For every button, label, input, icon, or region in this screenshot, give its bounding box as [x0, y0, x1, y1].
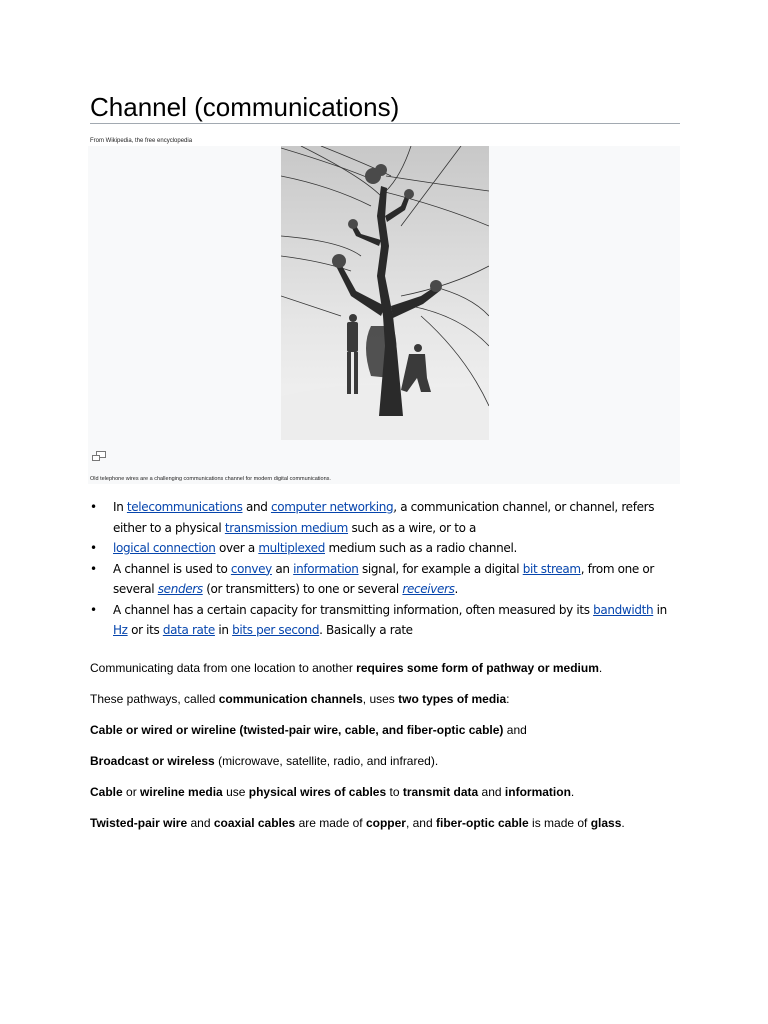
link-logical-connection[interactable]: logical connection: [113, 541, 216, 555]
link-senders[interactable]: senders: [157, 582, 203, 596]
link-data-rate[interactable]: data rate: [162, 623, 215, 637]
page-title: Channel (communications): [90, 92, 680, 124]
link-convey[interactable]: convey: [230, 561, 272, 576]
paragraph-wired-media: Cable or wired or wireline (twisted-pair wire, cable, and fiber-optic cable) and: [90, 723, 527, 737]
link-telecommunications[interactable]: telecommunications: [126, 500, 243, 514]
link-bandwidth[interactable]: bandwidth: [593, 602, 654, 617]
list-item: • In telecommunications and computer networking, a communication channel, or channel, refers either to a physical transmission medium such as a wire, or to a: [90, 497, 670, 538]
definition-bullet-list: [90, 497, 670, 641]
page-subtitle: From Wikipedia, the free encyclopedia: [90, 138, 193, 144]
link-bits-per-second[interactable]: bits per second: [232, 623, 320, 637]
paragraph-channels: These pathways, called communication channels, uses two types of media:: [90, 692, 510, 706]
paragraph-materials: Twisted-pair wire and coaxial cables are made of copper, and fiber-optic cable is made of glass.: [90, 816, 625, 830]
figure-caption: Old telephone wires are a challenging communications channel for modern digital communications.: [90, 476, 331, 482]
link-computer-networking[interactable]: computer networking: [270, 500, 394, 514]
telephone-pole-photo[interactable]: [281, 146, 489, 440]
list-item: • A channel is used to convey an information signal, for example a digital bit stream, from one or several senders (or transmitters) to one or several receivers.: [90, 559, 670, 600]
enlarge-icon[interactable]: [92, 450, 106, 462]
link-receivers[interactable]: receivers: [402, 582, 455, 596]
figure-box: [88, 146, 680, 484]
list-item: • logical connection over a multiplexed medium such as a radio channel.: [90, 538, 670, 559]
list-item: • A channel has a certain capacity for transmitting information, often measured by its bandwidth in Hz or its data rate in bits per second. Basically a rate: [90, 600, 670, 641]
link-transmission-medium[interactable]: transmission medium: [224, 520, 349, 535]
paragraph-cable-use: Cable or wireline media use physical wires of cables to transmit data and information.: [90, 785, 575, 799]
paragraph-pathway: Communicating data from one location to another requires some form of pathway or medium.: [90, 661, 603, 675]
link-hz[interactable]: Hz: [113, 623, 128, 637]
link-bit-stream[interactable]: bit stream: [522, 561, 581, 576]
link-information[interactable]: information: [293, 561, 359, 576]
paragraph-wireless-media: Broadcast or wireless (microwave, satellite, radio, and infrared).: [90, 754, 439, 768]
link-multiplexed[interactable]: multiplexed: [258, 541, 325, 555]
